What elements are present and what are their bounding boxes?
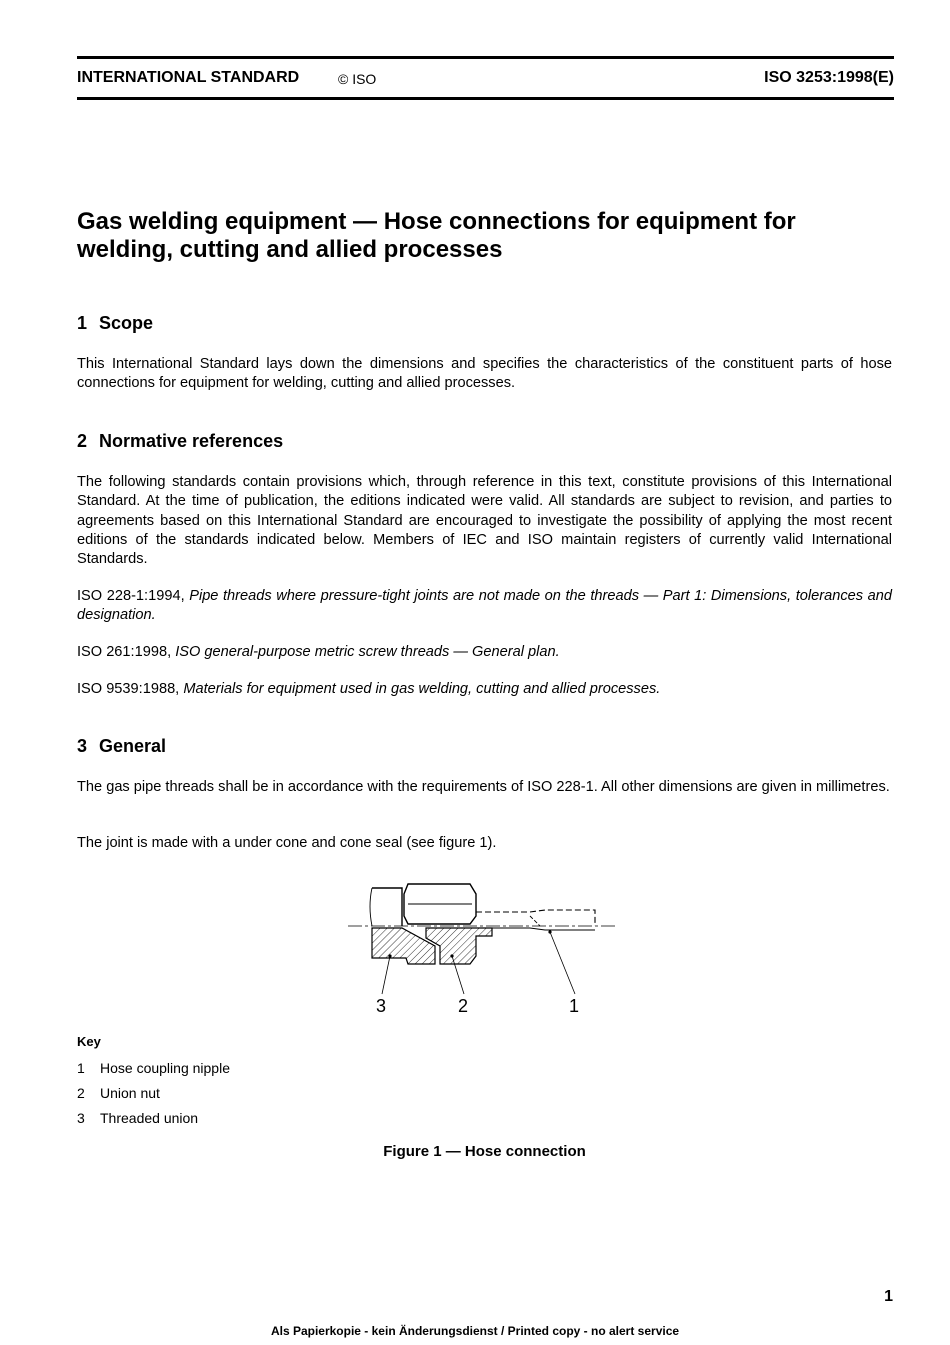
general-paragraph-2: The joint is made with a under cone and cone seal (see figure 1). xyxy=(77,835,497,851)
reference-item xyxy=(77,643,892,662)
key-label: Threaded union xyxy=(100,1110,199,1126)
header-bottom-rule xyxy=(77,97,894,100)
normative-paragraph: The following standards contain provisions which, through reference in this text, constitute provisions of this International Standard. At the time of publication, the editions indicated were valid. All standards are subject to revision, and parties to agreements based on this International Standard are encouraged to investigate the possibility of applying the most recent editions of the standards indicated below. Members of IEC and ISO maintain registers of currently valid International Standards. xyxy=(77,474,892,568)
key-number: 2 xyxy=(77,1085,85,1101)
section-title: General xyxy=(99,736,167,756)
figure-key-title: Key xyxy=(77,1034,101,1049)
reference-title: Pipe threads where pressure-tight joints are not made on the threads — Part 1: Dimensions, tolerances and designation. xyxy=(77,588,892,624)
section-title: Normative references xyxy=(99,431,284,451)
key-number: 1 xyxy=(77,1060,85,1076)
header-standard-type: INTERNATIONAL STANDARD xyxy=(77,69,300,86)
leader-line-3 xyxy=(382,956,390,994)
general-paragraph-1: The gas pipe threads shall be in accordance with the requirements of ISO 228-1. All other dimensions are given in millimetres. xyxy=(77,779,890,795)
key-number: 3 xyxy=(77,1110,85,1126)
reference-code: ISO 228-1:1994, xyxy=(77,588,185,604)
section-number: 1 xyxy=(77,313,88,333)
break-line xyxy=(370,888,372,926)
header-copyright: © ISO xyxy=(338,71,377,87)
reference-title: ISO general-purpose metric screw threads — General plan. xyxy=(175,644,560,660)
reference-code: ISO 261:1998, xyxy=(77,644,172,660)
section-number: 2 xyxy=(77,431,88,451)
header-standard-number: ISO 3253:1998(E) xyxy=(764,69,894,86)
key-item xyxy=(77,1085,160,1101)
hose-connection-figure xyxy=(340,876,630,1021)
key-label: Hose coupling nipple xyxy=(100,1060,230,1076)
figure-caption: Figure 1 — Hose connection xyxy=(383,1143,586,1160)
section-number: 3 xyxy=(77,736,88,756)
section-heading-normative xyxy=(77,430,283,452)
reference-code: ISO 9539:1988, xyxy=(77,681,180,697)
section-heading-general xyxy=(77,735,166,757)
nipple-lower xyxy=(476,928,595,930)
running-header xyxy=(77,69,894,91)
threaded-union-outline xyxy=(372,888,402,926)
nipple-outline xyxy=(476,910,595,926)
section-heading-scope xyxy=(77,312,153,334)
key-item xyxy=(77,1060,230,1076)
hose-connection-drawing xyxy=(340,876,630,1021)
reference-item xyxy=(77,680,892,699)
key-label: Union nut xyxy=(100,1085,160,1101)
callout-label-3: 3 xyxy=(376,996,387,1016)
union-nut-section xyxy=(426,928,492,964)
section-title: Scope xyxy=(99,313,154,333)
footer-notice: Als Papierkopie - kein Änderungsdienst / Printed copy - no alert service xyxy=(270,1324,680,1338)
callout-label-2: 2 xyxy=(458,996,469,1016)
document-title: Gas welding equipment — Hose connections for equipment for welding, cutting and allied processes xyxy=(77,208,796,263)
scope-paragraph: This International Standard lays down the dimensions and specifies the characteristics of the constituent parts of hose connections for equipment for welding, cutting and allied processes. xyxy=(77,356,892,392)
key-item xyxy=(77,1110,198,1126)
callout-label-1: 1 xyxy=(569,996,580,1016)
reference-item xyxy=(77,587,892,626)
header-top-rule xyxy=(77,56,894,59)
leader-line-1 xyxy=(550,932,575,994)
reference-title: Materials for equipment used in gas welding, cutting and allied processes. xyxy=(183,681,661,697)
page-number: 1 xyxy=(884,1288,893,1305)
nipple-shoulder xyxy=(530,916,540,926)
